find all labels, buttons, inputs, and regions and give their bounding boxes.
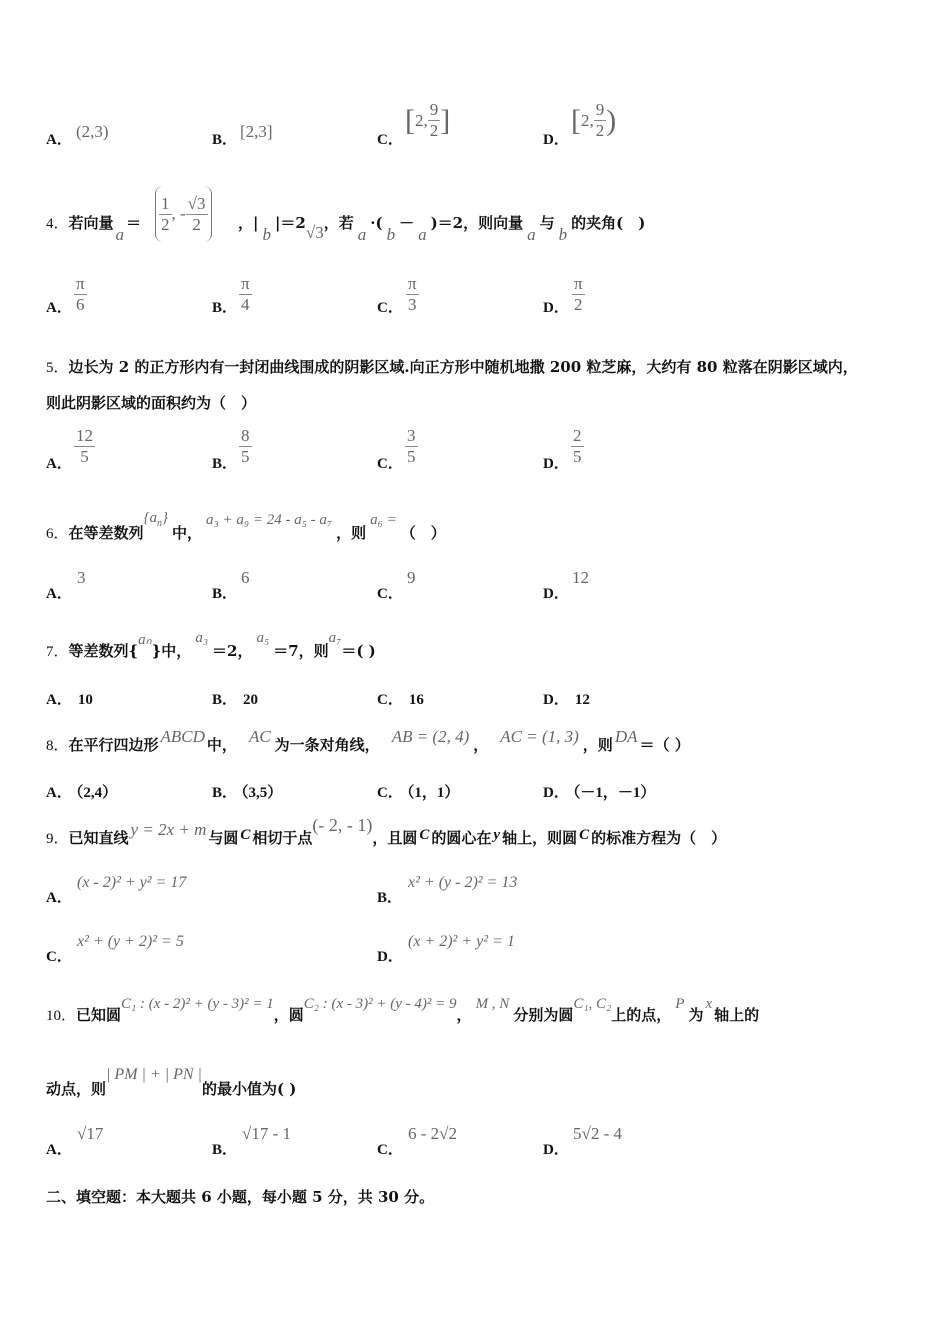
q6-option-b[interactable]: B． <box>212 586 238 602</box>
q3-option-a-value: (2,3) <box>76 122 109 141</box>
q10-option-c[interactable]: C． <box>377 1142 403 1158</box>
q3-option-a[interactable]: A． <box>46 132 72 148</box>
q5-option-a-value: $\frac{12}{5}$ <box>76 426 93 466</box>
q9-option-d[interactable]: D． <box>377 949 403 965</box>
question-9: 9． 已知直线 y = 2x + m 与圆 C 相切于点 (- 2, - 1) ，且圆 C 的圆心在 y 轴上，则圆 C 的标准方程为（ ） <box>46 815 727 847</box>
q9-option-b-value: x² + (y - 2)² = 13 <box>408 874 518 891</box>
q4-text-2: ，| b |＝2 √3 ，若 a ·( b － a )＝2，则向量 a 与 b 的夹角( ) <box>238 213 646 244</box>
q3-option-d-value: [ 2, $\frac{9}{2}$ ) <box>571 100 617 140</box>
q10-option-b[interactable]: B． <box>212 1142 238 1158</box>
q8-option-c[interactable]: C． （1，1） <box>377 785 460 801</box>
q7-option-c[interactable]: C． 16 <box>377 692 424 708</box>
q3-option-b[interactable]: B． <box>212 132 238 148</box>
q9-option-a-value: (x - 2)² + y² = 17 <box>77 874 187 891</box>
q4-option-d[interactable]: D． <box>543 300 569 316</box>
q4-option-b[interactable]: B． <box>212 300 238 316</box>
q9-option-c-value: x² + (y + 2)² = 5 <box>77 933 184 950</box>
q3-option-b-value: [2,3] <box>240 122 273 141</box>
q4-vector-a: $\frac{1}{2}$ , - $\frac{√3}{2}$ <box>155 186 212 242</box>
question-10-line-2: 动点，则 | PM | + | PN | 的最小值为( ) <box>46 1066 297 1098</box>
q6-option-c-value: 9 <box>407 568 416 587</box>
q4-option-c[interactable]: C． <box>377 300 403 316</box>
q6-option-d[interactable]: D． <box>543 586 569 602</box>
q8-option-a[interactable]: A． （2,4） <box>46 785 118 801</box>
q3-option-d[interactable]: D． <box>543 132 569 148</box>
q4-option-c-value: $\frac{\pi}{3}$ <box>408 274 417 314</box>
q3-option-c-value: [ 2, $\frac{9}{2}$ ] <box>405 100 451 140</box>
question-8: 8． 在平行四边形 ABCD 中， AC 为一条对角线， AB = (2, 4) ， AC = (1, 3) ，则 DA ＝（ ） <box>46 727 690 754</box>
question-10: 10． 已知圆 C₁ : (x - 2)² + (y - 3)² = 1 ，圆 C₂ : (x - 3)² + (y - 4)² = 9 ， M , N 分别为圆 C₁, C₂ 上的点， P 为 x 轴上的 <box>46 996 760 1024</box>
q5-option-d[interactable]: D． <box>543 456 569 472</box>
q9-option-d-value: (x + 2)² + y² = 1 <box>408 933 515 950</box>
q9-option-a[interactable]: A． <box>46 890 72 906</box>
q6-option-a-value: 3 <box>77 568 86 587</box>
q10-option-a[interactable]: A． <box>46 1142 72 1158</box>
q8-option-d[interactable]: D． （－1，－1） <box>543 785 656 801</box>
q5-option-d-value: $\frac{2}{5}$ <box>573 426 582 466</box>
question-5: 5．边长为 2 的正方形内有一封闭曲线围成的阴影区域.向正方形中随机地撒 200 粒芝麻，大约有 80 粒落在阴影区域内， <box>46 358 858 376</box>
q5-option-b[interactable]: B． <box>212 456 238 472</box>
q6-option-c[interactable]: C． <box>377 586 403 602</box>
q10-option-a-value: √17 <box>77 1124 104 1143</box>
q10-option-b-value: √17 - 1 <box>242 1124 291 1143</box>
q4-option-a-value: $\frac{\pi}{6}$ <box>76 274 85 314</box>
question-5-line-2: 则此阴影区域的面积约为（ ） <box>46 394 257 412</box>
q10-option-d[interactable]: D． <box>543 1142 569 1158</box>
q4-option-b-value: $\frac{\pi}{4}$ <box>241 274 250 314</box>
q6-option-d-value: 12 <box>572 568 589 587</box>
question-7: 7． 等差数列{ aₙ }中， a₃ ＝2， a₅ ＝7，则 a₇ ＝( ) <box>46 630 376 660</box>
q10-option-d-value: 5√2 - 4 <box>573 1124 622 1143</box>
q5-option-b-value: $\frac{8}{5}$ <box>241 426 250 466</box>
question-4: 4． 若向量 a ＝ <box>46 214 142 244</box>
q9-option-b[interactable]: B． <box>377 890 403 906</box>
q4-option-a[interactable]: A． <box>46 300 72 316</box>
q6-option-b-value: 6 <box>241 568 250 587</box>
q7-option-b[interactable]: B． 20 <box>212 692 259 708</box>
q5-option-a[interactable]: A． <box>46 456 72 472</box>
q5-option-c-value: $\frac{3}{5}$ <box>407 426 416 466</box>
q3-option-c[interactable]: C． <box>377 132 403 148</box>
q5-option-c[interactable]: C． <box>377 456 403 472</box>
q4-option-d-value: $\frac{\pi}{2}$ <box>574 274 583 314</box>
q7-option-d[interactable]: D． 12 <box>543 692 590 708</box>
q7-option-a[interactable]: A． 10 <box>46 692 93 708</box>
section-2-title: 二、填空题：本大题共 6 小题，每小题 5 分，共 30 分。 <box>46 1188 435 1206</box>
q6-option-a[interactable]: A． <box>46 586 72 602</box>
q8-option-b[interactable]: B． （3,5） <box>212 785 283 801</box>
q9-option-c[interactable]: C． <box>46 949 72 965</box>
q10-option-c-value: 6 - 2√2 <box>408 1124 457 1143</box>
question-6: 6． 在等差数列 $\{a_n\}$ 中， a₃ + a₉ = 24 - a₅ - a₇ ，则 a₆ = （ ） <box>46 510 446 542</box>
